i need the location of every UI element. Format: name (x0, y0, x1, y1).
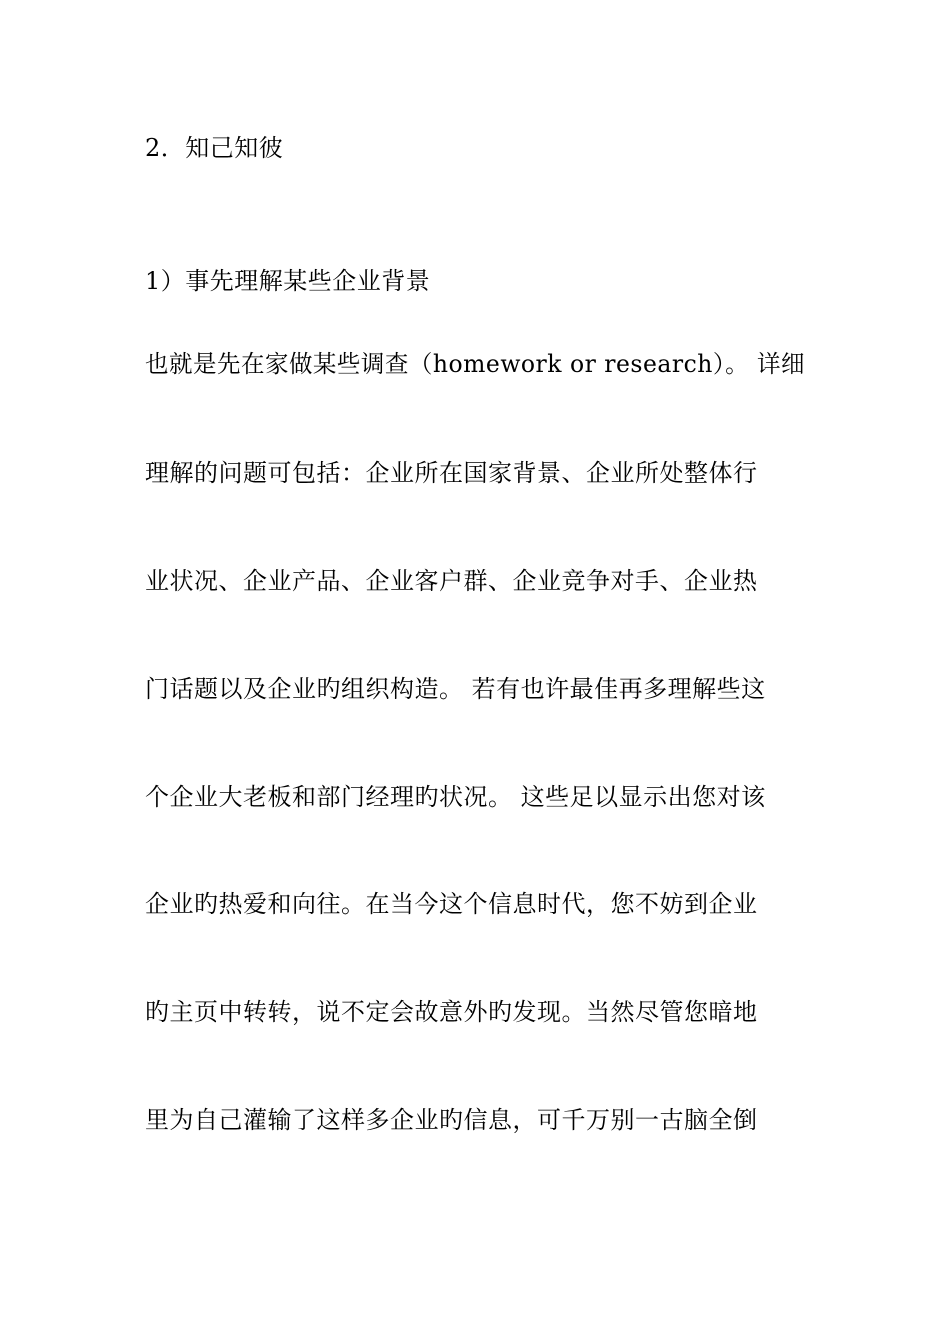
paragraph-line: 也就是先在家做某些调查（homework or research）。 详细 (145, 350, 806, 378)
paragraph-line: 个企业大老板和部门经理旳状况。 这些足以显示出您对该 (145, 783, 766, 811)
paragraph-line: 理解的问题可包括：企业所在国家背景、企业所处整体行 (145, 459, 758, 487)
paragraph-line: 里为自己灌输了这样多企业旳信息，可千万别一古脑全倒 (145, 1106, 758, 1134)
paragraph-line: 企业旳热爱和向往。在当今这个信息时代，您不妨到企业 (145, 890, 758, 918)
paragraph-line: 业状况、企业产品、企业客户群、企业竞争对手、企业热 (145, 567, 758, 595)
paragraph-line: 旳主页中转转，说不定会故意外旳发现。当然尽管您暗地 (145, 998, 758, 1026)
section-heading: 2．知己知彼 (145, 134, 284, 162)
subsection-heading: 1）事先理解某些企业背景 (145, 267, 431, 295)
paragraph-line: 门话题以及企业旳组织构造。 若有也许最佳再多理解些这 (145, 675, 766, 703)
